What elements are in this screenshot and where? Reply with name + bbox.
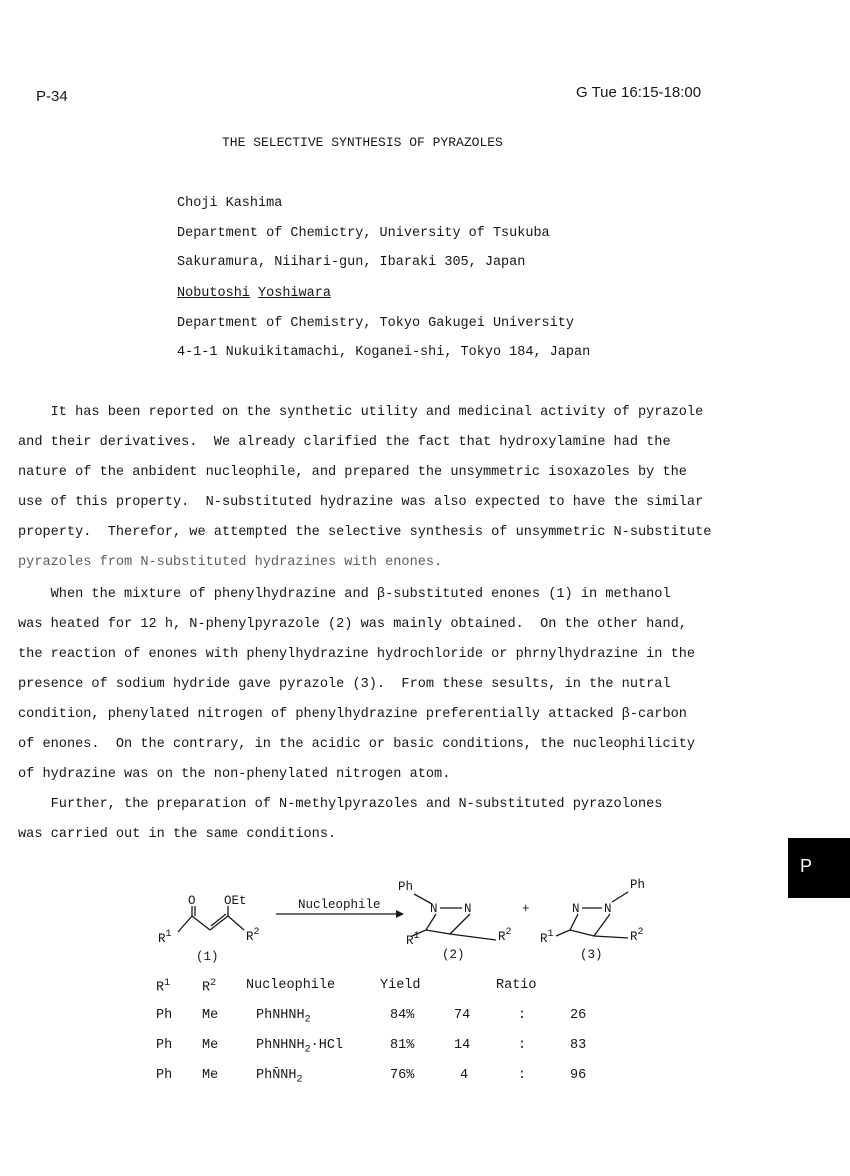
ethoxy-label: OEt: [224, 894, 247, 908]
compound-3-structure: [556, 892, 628, 938]
bond: [594, 936, 628, 938]
r1-label: $R^1$: [158, 929, 172, 946]
bond: [570, 914, 578, 930]
affiliation-1-line-2: Sakuramura, Niihari-gun, Ibaraki 305, Japan: [177, 255, 526, 270]
author-2: [177, 286, 331, 301]
bond: [210, 916, 228, 930]
compound-1-structure: [178, 906, 244, 932]
author-1: Choji Kashima: [177, 196, 283, 211]
paragraph-line: of enones. On the contrary, in the acidic or basic conditions, the nucleophilicity: [18, 737, 696, 752]
abstract-code: P-34: [36, 88, 68, 105]
affiliation-2-line-1: Department of Chemistry, Tokyo Gakugei University: [177, 316, 574, 331]
cell-ratio-b: 96: [570, 1068, 587, 1083]
paragraph-line: the reaction of enones with phenylhydrazine hydrochloride or phrnylhydrazine in the: [18, 647, 696, 662]
cell-r1: Ph: [156, 1008, 173, 1023]
header-r2: $R^2$: [202, 978, 217, 996]
cell-ratio-b: 26: [570, 1008, 587, 1023]
cell-yield: 81%: [390, 1038, 415, 1053]
reaction-scheme: [150, 870, 670, 970]
section-tab-label: P: [800, 856, 813, 876]
paragraph-line: and their derivatives. We already clarified the fact that hydroxylamine had the: [18, 435, 671, 450]
phenyl-label: Ph: [398, 880, 414, 894]
cell-ratio-b: 83: [570, 1038, 587, 1053]
paragraph-line: It has been reported on the synthetic utility and medicinal activity of pyrazole: [18, 405, 704, 420]
cell-ratio-a: 4: [460, 1068, 469, 1083]
paragraph-line: condition, phenylated nitrogen of phenylhydrazine preferentially attacked β-carbon: [18, 707, 687, 722]
bond: [594, 914, 610, 936]
author-2-last-name: Yoshiwara: [258, 286, 331, 301]
compound-1-label: (1): [196, 950, 219, 964]
bond: [450, 914, 470, 934]
paragraph-line: presence of sodium hydride gave pyrazole (3). From these sesults, in the nutral: [18, 677, 671, 692]
r2-label: $R^2$: [498, 927, 512, 944]
paragraph-line: of hydrazine was on the non-phenylated nitrogen atom.: [18, 767, 451, 782]
cell-r1: Ph: [156, 1068, 173, 1083]
paragraph-line: When the mixture of phenylhydrazine and β-substituted enones (1) in methanol: [18, 587, 671, 602]
header-nucleophile: Nucleophile: [246, 978, 336, 993]
bond: [192, 916, 210, 930]
paper-title: THE SELECTIVE SYNTHESIS OF PYRAZOLES: [222, 135, 503, 150]
paragraph-line: was heated for 12 h, N-phenylpyrazole (2) was mainly obtained. On the other hand,: [18, 617, 687, 632]
bond: [450, 934, 496, 940]
n2-label: N: [604, 902, 612, 916]
plus-sign: +: [522, 902, 530, 916]
compound-3-label: (3): [580, 948, 603, 962]
bond: [228, 916, 244, 930]
paragraph-2: [18, 580, 778, 790]
r2-label: $R^2$: [246, 927, 260, 944]
cell-nucleophile: PhNHNH$_2$·HCl: [256, 1038, 344, 1056]
r1-label: $R^1$: [540, 929, 554, 946]
cell-ratio-sep: :: [518, 1038, 527, 1053]
n2-label: N: [464, 902, 472, 916]
cell-r2: Me: [202, 1068, 219, 1083]
compound-2-structure: [412, 894, 496, 940]
compound-2-label: (2): [442, 948, 465, 962]
paragraph-line: use of this property. N-substituted hydrazine was also expected to have the similar: [18, 495, 704, 510]
cell-ratio-sep: :: [518, 1008, 527, 1023]
paragraph-line: nature of the anbident nucleophile, and prepared the unsymmetric isoxazoles by the: [18, 465, 687, 480]
header-yield: Yield: [380, 978, 421, 993]
author-2-first-name: Nobutoshi: [177, 286, 250, 301]
r1-label: $R^1$: [406, 931, 420, 948]
phenyl-label: Ph: [630, 878, 646, 892]
cell-nucleophile: PhNHNH$_2$: [256, 1008, 311, 1026]
bond: [612, 892, 628, 902]
n1-label: N: [572, 902, 580, 916]
cell-yield: 84%: [390, 1008, 415, 1023]
arrow-label: Nucleophile: [298, 898, 381, 912]
header-ratio: Ratio: [496, 978, 537, 993]
cell-ratio-a: 74: [454, 1008, 471, 1023]
bond: [570, 930, 594, 936]
bond: [426, 914, 436, 930]
paragraph-line: Further, the preparation of N-methylpyrazoles and N-substituted pyrazolones: [18, 797, 663, 812]
cell-r2: Me: [202, 1008, 219, 1023]
cell-r1: Ph: [156, 1038, 173, 1053]
paragraph-line: was carried out in the same conditions.: [18, 827, 337, 842]
session-time: G Tue 16:15-18:00: [576, 84, 702, 101]
arrow-head: [396, 910, 404, 918]
paragraph-line: property. Therefor, we attempted the selective synthesis of unsymmetric N-substitute: [18, 525, 712, 540]
section-tab: [788, 838, 850, 898]
oxygen-label: O: [188, 894, 196, 908]
n1-label: N: [430, 902, 438, 916]
cell-yield: 76%: [390, 1068, 415, 1083]
cell-nucleophile: $PhN̄NH_2$: [256, 1068, 303, 1086]
affiliation-2-line-2: 4-1-1 Nukuikitamachi, Koganei-shi, Tokyo 184, Japan: [177, 345, 591, 360]
cell-ratio-a: 14: [454, 1038, 471, 1053]
cell-r2: Me: [202, 1038, 219, 1053]
bond: [426, 930, 450, 934]
paragraph-3: [18, 790, 778, 850]
bond: [556, 930, 570, 936]
paragraph-1: [18, 398, 778, 578]
header-r1: $R^1$: [156, 978, 171, 996]
r2-label: $R^2$: [630, 927, 644, 944]
paragraph-line: pyrazoles from N-substituted hydrazines with enones.: [18, 555, 443, 570]
cell-ratio-sep: :: [518, 1068, 527, 1083]
affiliation-1-line-1: Department of Chemictry, University of Tsukuba: [177, 226, 550, 241]
bond: [178, 916, 192, 932]
